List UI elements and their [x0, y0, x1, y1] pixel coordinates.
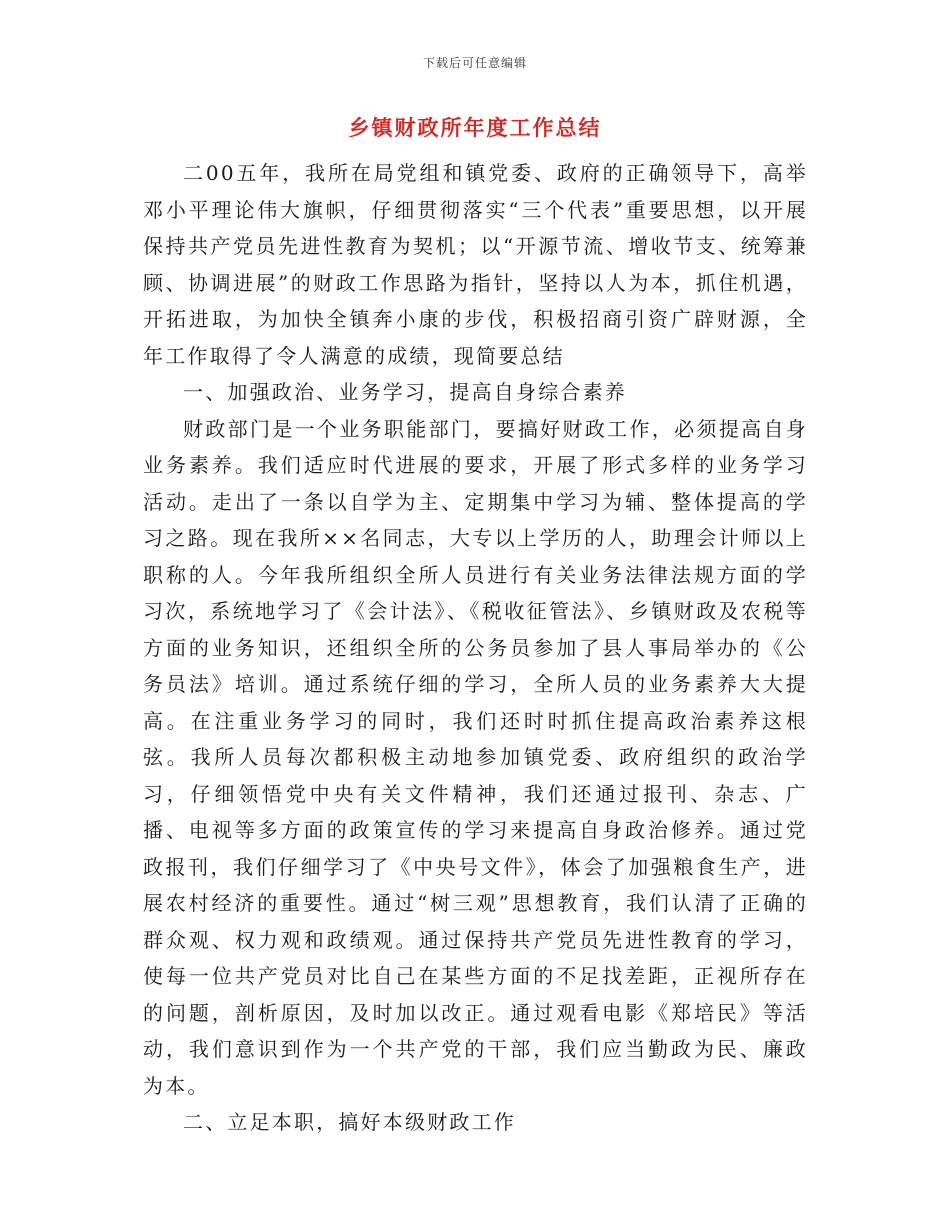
section-heading-1: 一、加强政治、业务学习，提高自身综合素养	[183, 380, 627, 404]
paragraph-section-1: 财政部门是一个业务职能部门，要搞好财政工作，必须提高自身业务素养。我们适应时代进展的要求，开展了形式多样的业务学习活动。走出了一条以自学为主、定期集中学习为辅、整体提高的学习之路。现在我所××名同志，大专以上学历的人，助理会计师以上职称的人。今年我所组织全所人员进行有关业务法律法规方面的学习次，系统地学习了《会计法》、《税收征管法》、乡镇财政及农税等方面的业务知识，还组织全所的公务员参加了县人事局举办的《公务员法》培训。通过系统仔细的学习，全所人员的业务素养大大提高。在注重业务学习的同时，我们还时时抓住提高政治素养这根弦。我所人员每次都积极主动地参加镇党委、政府组织的政治学习，仔细领悟党中央有关文件精神，我们还通过报刊、杂志、广播、电视等多方面的政策宣传的学习来提高自身政治修养。通过党政报刊，我们仔细学习了《中央号文件》，体会了加强粮食生产，进展农村经济的重要性。通过“树三观”思想教育，我们认清了正确的群众观、权力观和政绩观。通过保持共产党员先进性教育的学习，使每一位共产党员对比自己在某些方面的不足找差距，正视所存在的问题，剖析原因，及时加以改正。通过观看电影《郑培民》等活动，我们意识到作为一个共产党的干部，我们应当勤政为民、廉政为本。	[143, 416, 808, 1098]
document-title: 乡镇财政所年度工作总结	[348, 115, 602, 140]
section-heading-2: 二、立足本职，搞好本级财政工作	[183, 1110, 516, 1134]
header-note: 下载后可任意编辑	[422, 56, 527, 70]
document-body	[143, 155, 808, 1141]
paragraph-intro: 二00五年，我所在局党组和镇党委、政府的正确领导下，高举邓小平理论伟大旗帜，仔细贯彻落实“三个代表”重要思想，以开展保持共产党员先进性教育为契机；以“开源节流、增收节支、统筹兼顾、协调进展”的财政工作思路为指针，坚持以人为本，抓住机遇，开拓进取，为加快全镇奔小康的步伐，积极招商引资广辟财源，全年工作取得了令人满意的成绩，现简要总结	[143, 161, 808, 368]
